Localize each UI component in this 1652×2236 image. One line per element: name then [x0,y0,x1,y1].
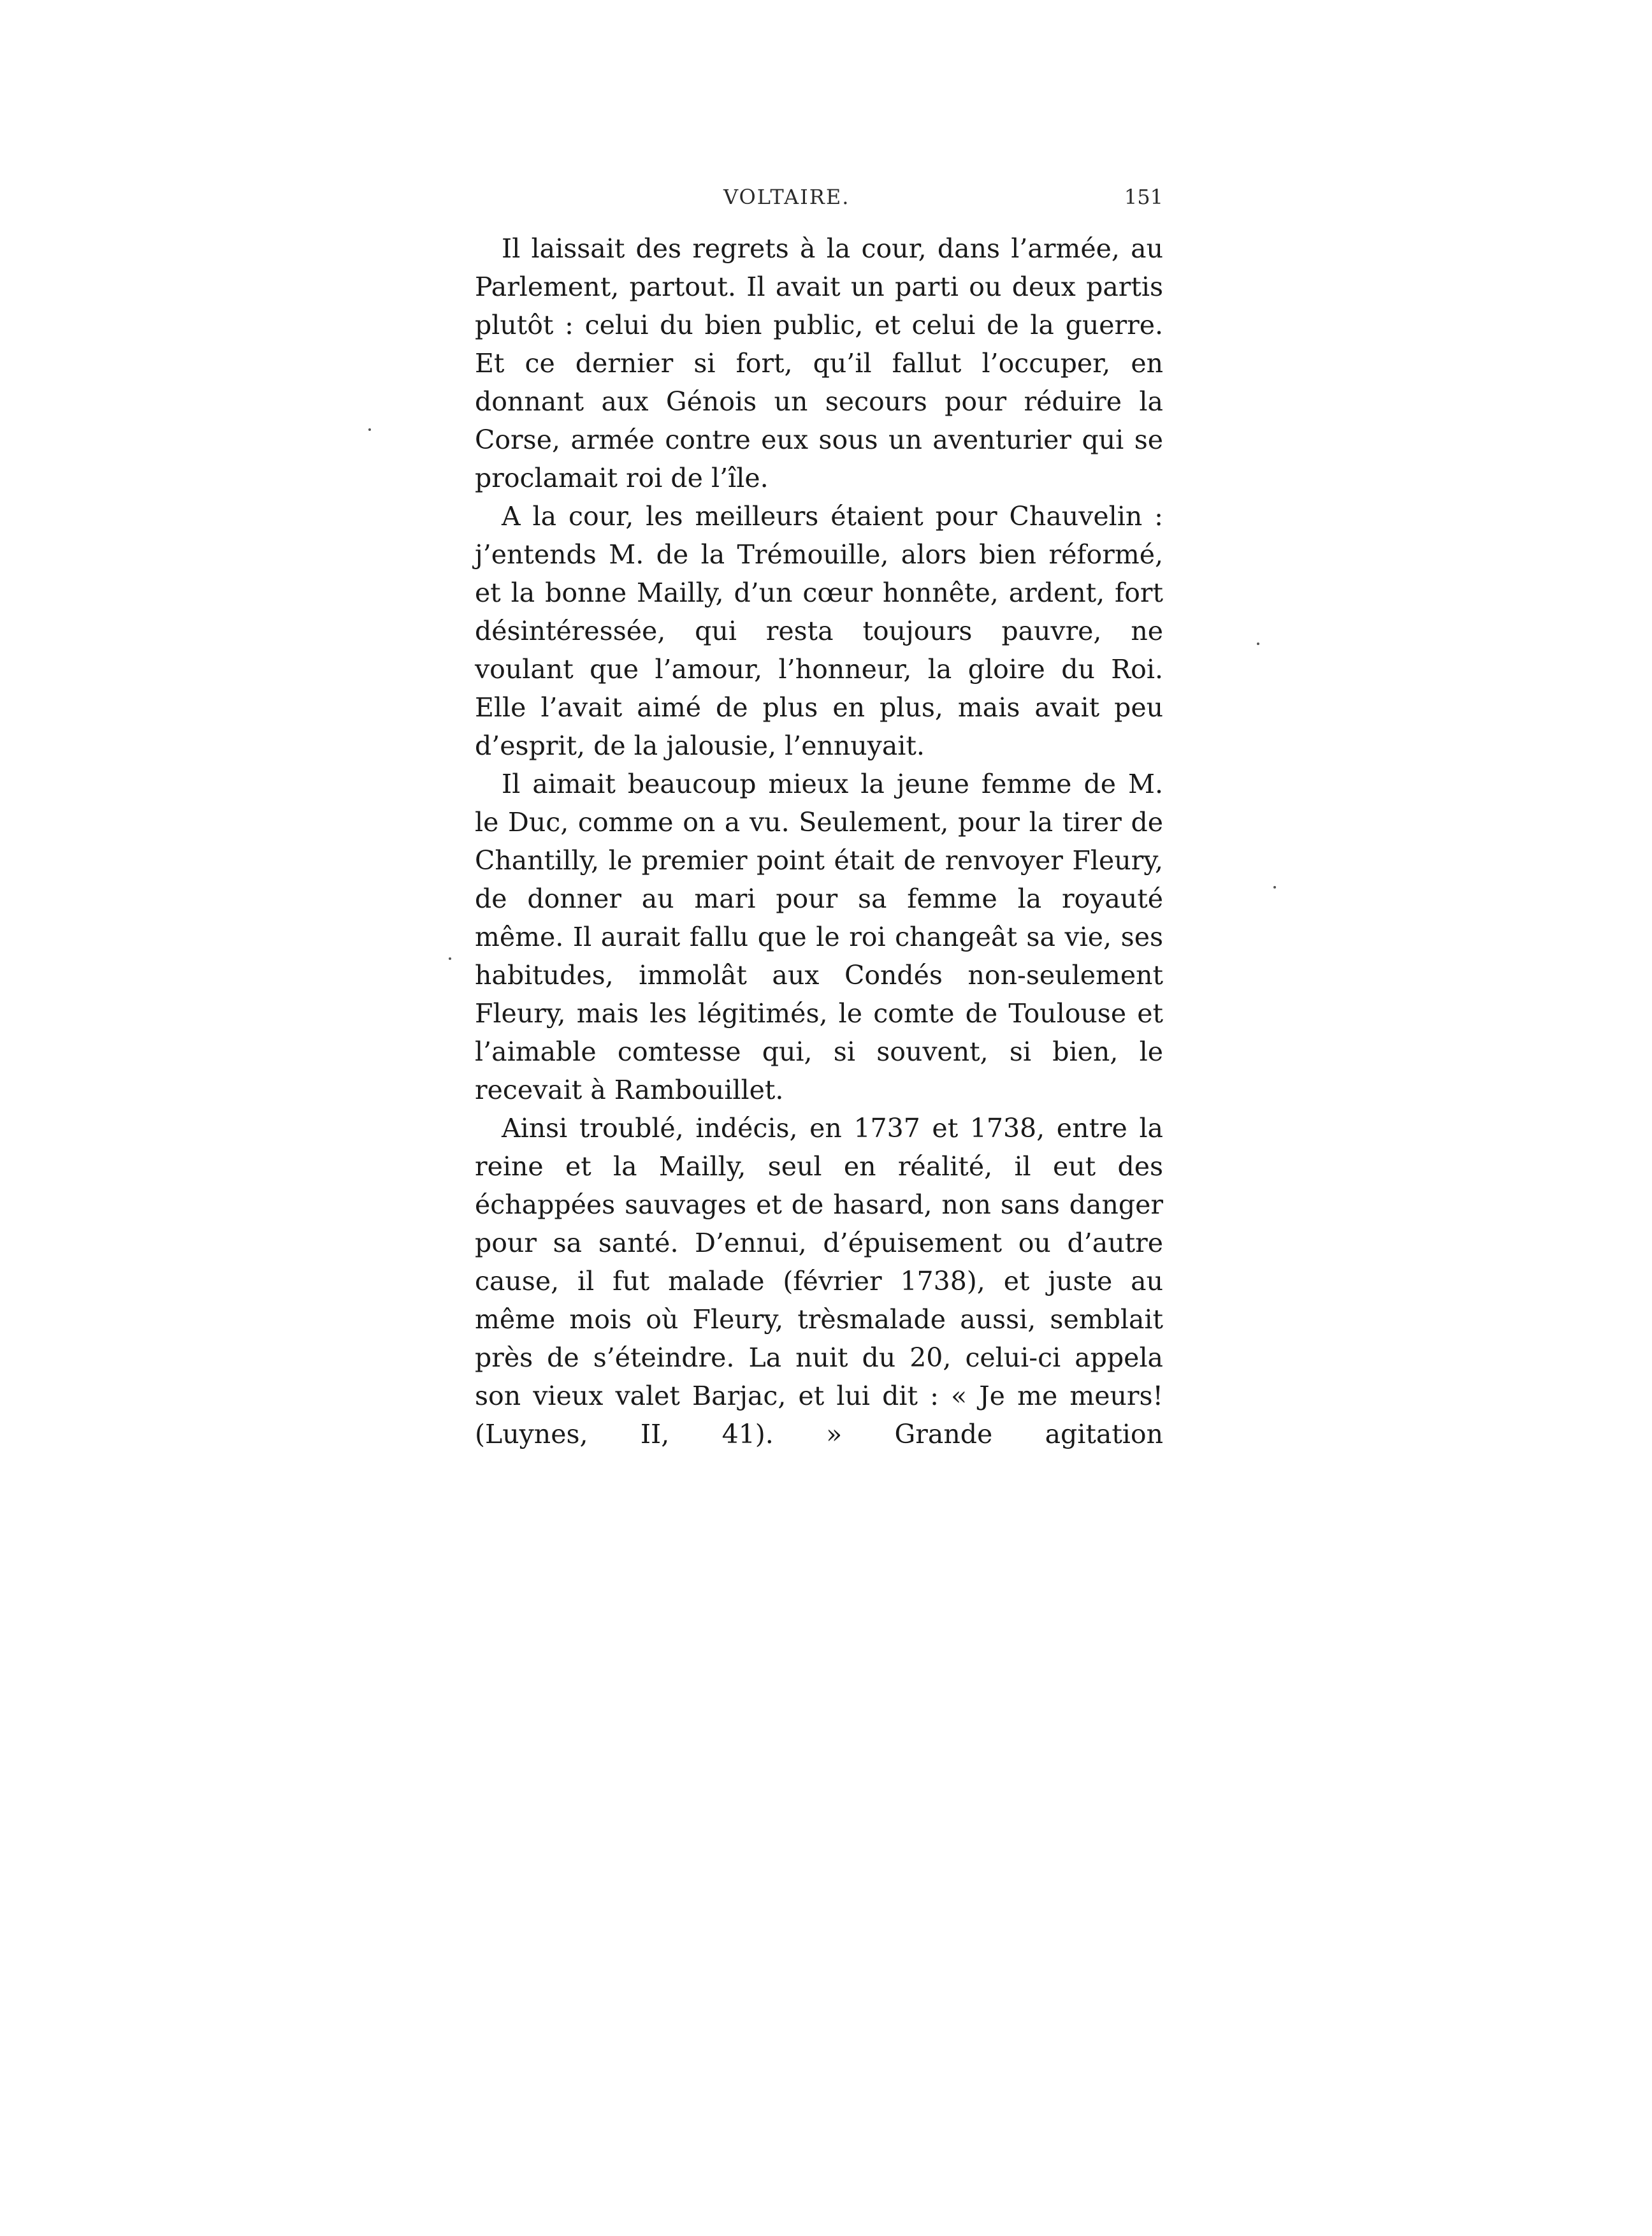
paragraph-4: Ainsi troublé, indécis, en 1737 et 1738, entre la reine et la Mailly, seul en réalité, il eut des échappées sauvages et de hasard, non sans danger pour sa santé. D’ennui, d’épuisement ou d’autre cause, il fut malade (février 1738), et juste au même mois où Fleury, trèsmalade aussi, semblait près de s’éteindre. La nuit du 20, celui-ci appela son vieux valet Barjac, et lui dit : « Je me meurs! (Luynes, II, 41). » Grande agitation [475,1113,1163,1449]
scan-speck [1273,886,1276,889]
body-text [475,229,1163,1453]
running-head [475,185,1163,223]
paragraph-1: Il laissait des regrets à la cour, dans l’armée, au Parlement, partout. Il avait un parti ou deux partis plutôt : celui du bien public, et celui de la guerre. Et ce dernier si fort, qu’il fallut l’occuper, en donnant aux Génois un secours pour réduire la Corse, armée contre eux sous un aventurier qui se proclamait roi de l’île. [475,233,1163,493]
scan-speck [449,957,451,960]
scan-speck [1257,642,1259,645]
running-title: VOLTAIRE. [723,185,850,209]
scan-speck [368,428,371,431]
paragraph-3: Il aimait beaucoup mieux la jeune femme de M. le Duc, comme on a vu. Seulement, pour la tirer de Chantilly, le premier point était de renvoyer Fleury, de donner au mari pour sa femme la royauté même. Il aurait fallu que le roi changeât sa vie, ses habitudes, immolât aux Condés non-seulement Fleury, mais les légitimés, le comte de Toulouse et l’aimable comtesse qui, si souvent, si bien, le recevait à Rambouillet. [475,769,1163,1105]
paragraph-2: A la cour, les meilleurs étaient pour Chauvelin : j’entends M. de la Trémouille, alors bien réformé, et la bonne Mailly, d’un cœur honnête, ardent, fort désintéressée, qui resta toujours pauvre, ne voulant que l’amour, l’honneur, la gloire du Roi. Elle l’avait aimé de plus en plus, mais avait peu d’esprit, de la jalousie, l’ennuyait. [475,501,1163,761]
page-number: 151 [1124,185,1163,209]
